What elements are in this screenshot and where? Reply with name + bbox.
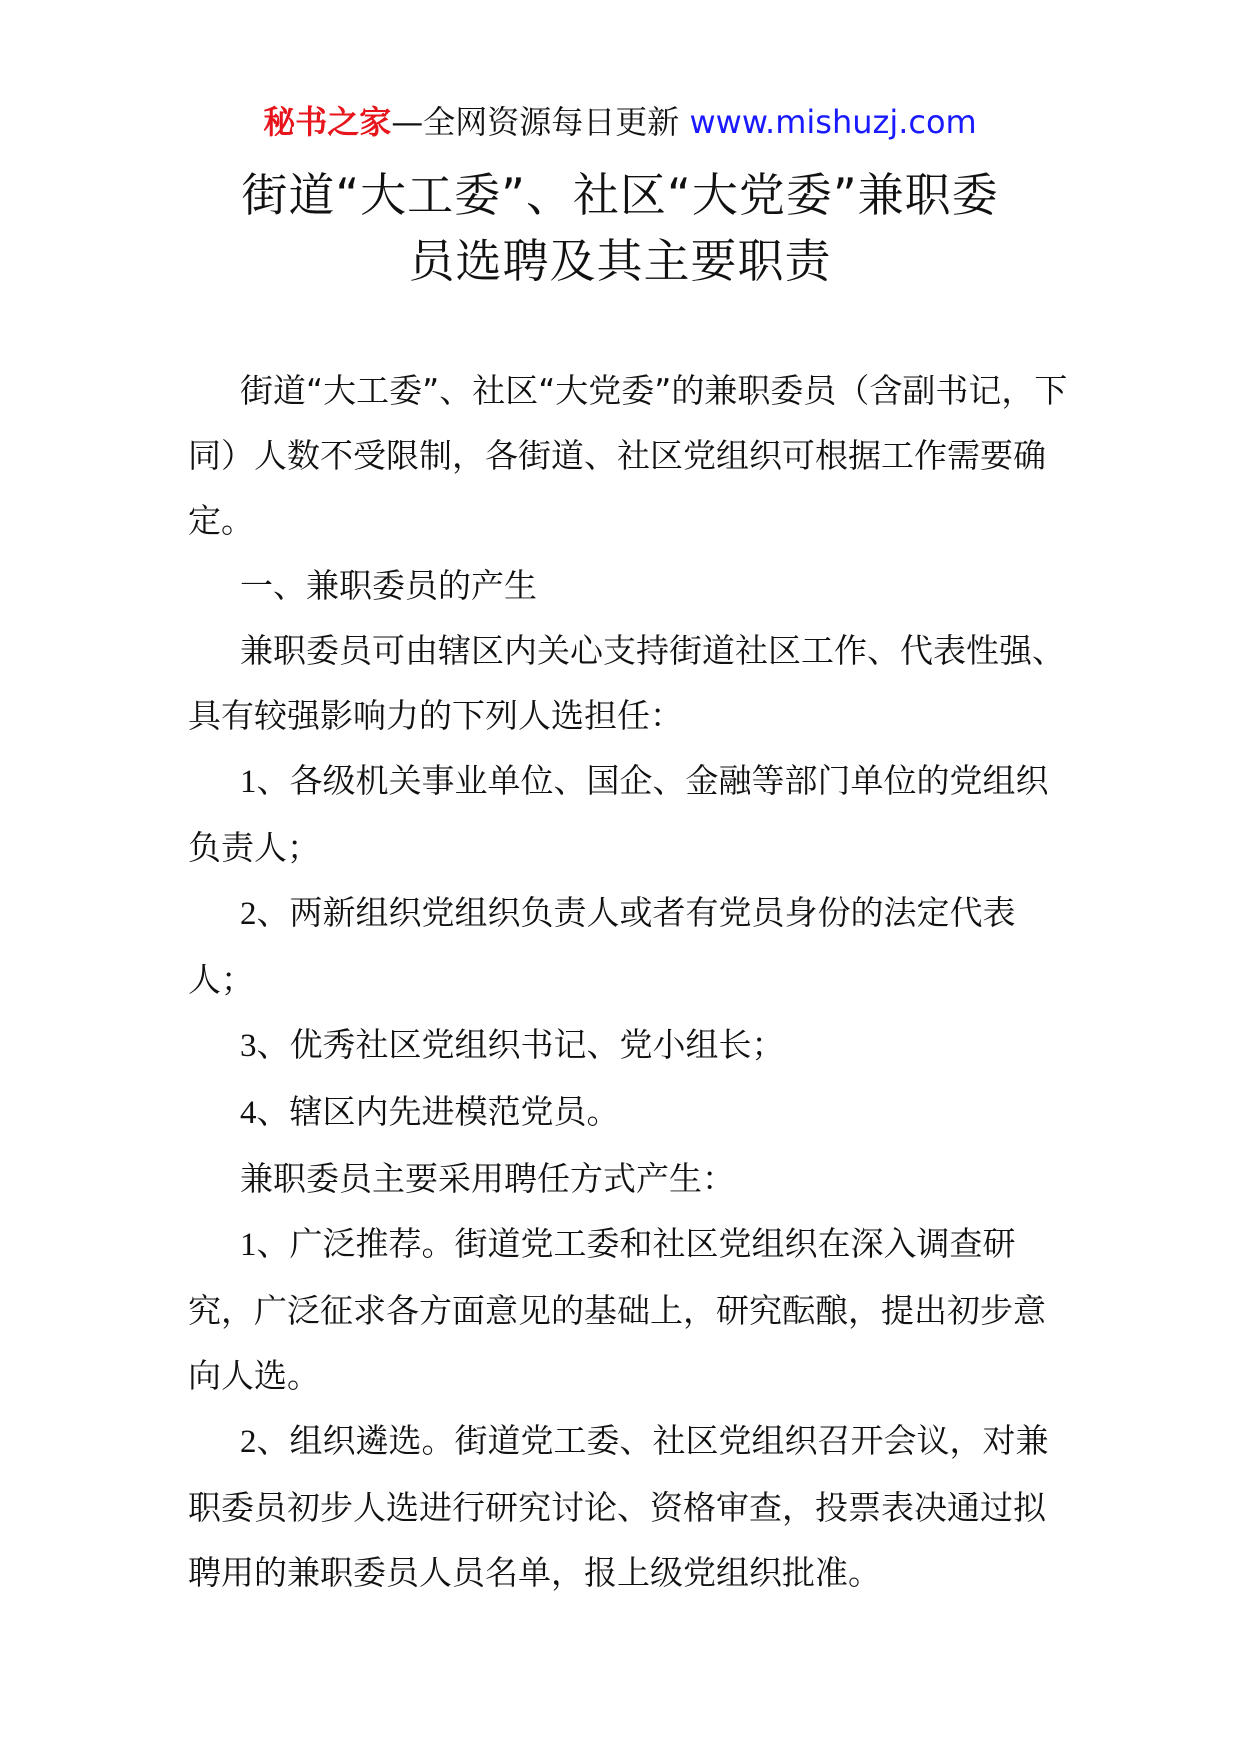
list-item-candidate-1: 1、各级机关事业单位、国企、金融等部门单位的党组织负责人； [188, 761, 1049, 867]
list-item-candidate-3: 3、优秀社区党组织书记、党小组长； [240, 1025, 785, 1064]
site-brand: 秘书之家 [263, 103, 392, 141]
paragraph-candidates: 兼职委员可由辖区内关心支持街道社区工作、代表性强、具有较强影响力的下列人选担任： [188, 631, 1065, 735]
list-item-method-1: 1、广泛推荐。街道党工委和社区党组织在深入调查研究，广泛征求各方面意见的基础上，研究酝酿，提出初步意向人选。 [188, 1224, 1046, 1395]
site-url-link[interactable]: www.mishuzj.com [689, 103, 977, 141]
list-item-candidate-4: 4、辖区内先进模范党员。 [240, 1092, 620, 1131]
section-heading-1: 一、兼职委员的产生 [240, 566, 537, 605]
list-item-method-2: 2、组织遴选。街道党工委、社区党组织召开会议，对兼职委员初步人选进行研究讨论、资格审查，投票表决通过拟聘用的兼职委员人员名单，报上级党组织批准。 [188, 1421, 1049, 1592]
site-header [0, 100, 1240, 144]
list-item-candidate-2: 2、两新组织党组织负责人或者有党员身份的法定代表人； [188, 893, 1016, 999]
site-tagline: —全网资源每日更新 [391, 103, 690, 141]
document-title [0, 162, 1240, 294]
title-line-1: 街道“大工委”、社区“大党委”兼职委 [241, 168, 999, 222]
paragraph-intro: 街道“大工委”、社区“大党委”的兼职委员（含副书记，下同）人数不受限制，各街道、社区党组织可根据工作需要确定。 [188, 371, 1068, 540]
paragraph-method: 兼职委员主要采用聘任方式产生： [240, 1159, 735, 1198]
title-line-2: 员选聘及其主要职责 [408, 234, 832, 288]
document-body [188, 358, 1068, 1605]
